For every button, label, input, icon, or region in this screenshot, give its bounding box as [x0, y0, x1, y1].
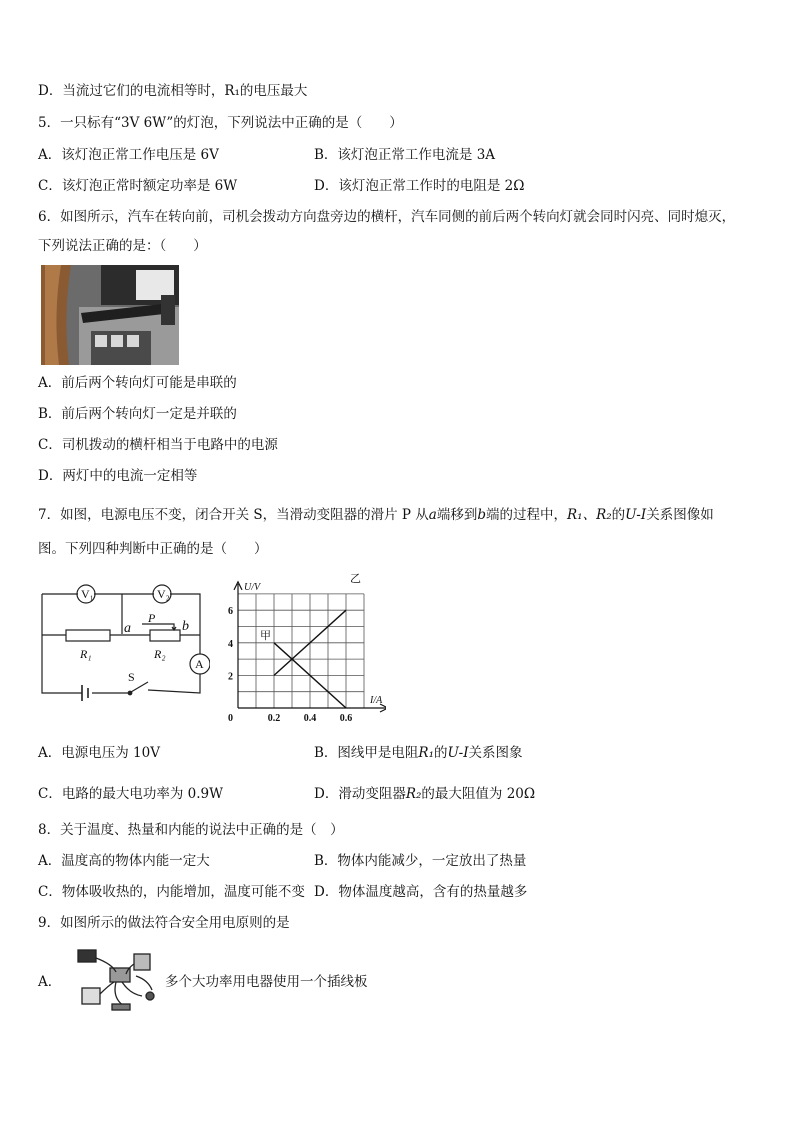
q5-option-d: D．该灯泡正常工作时的电阻是 2Ω: [314, 178, 525, 194]
circuit-diagram: [38, 578, 210, 704]
q7-ui: U-I: [625, 507, 647, 523]
q6-stem-line1: 6．如图所示，汽车在转向前，司机会拨动方向盘旁边的横杆，汽车同侧的前后两个转向灯就会同时闪亮、同时熄灭，: [38, 209, 736, 225]
q8-option-c: C．物体吸收热的，内能增加，温度可能不变: [38, 884, 305, 900]
series-label-yi: 乙: [350, 573, 361, 586]
q7d-text-2: 的最大阻值为 20Ω: [421, 786, 536, 802]
y-axis-label: U/V: [244, 581, 261, 593]
s-label: S: [128, 670, 135, 684]
q7-text-2: 端移到: [436, 507, 478, 523]
ammeter-label: A: [195, 657, 204, 671]
q7b-r1: R₁: [418, 745, 434, 761]
q5-stem: 5．一只标有“3V 6W”的灯泡，下列说法中正确的是（ ）: [38, 115, 403, 131]
q7-stem-line1: [38, 505, 714, 525]
battery: [82, 685, 88, 701]
a-label: a: [124, 621, 131, 636]
resistor-r1: [66, 630, 110, 641]
x-axis-label: I/A: [370, 695, 383, 706]
q7-text-5: 关系图像如: [646, 507, 714, 523]
q5-option-b: B．该灯泡正常工作电流是 3A: [314, 147, 496, 163]
v1-label: V₁: [81, 587, 94, 601]
x-tick-label: 0.6: [339, 713, 353, 722]
q5-option-c: C．该灯泡正常时额定功率是 6W: [38, 178, 238, 194]
q9-stem: 9．如图所示的做法符合安全用电原则的是: [38, 915, 290, 931]
y-tick-label: 2: [228, 671, 233, 683]
origin-label: 0: [228, 713, 233, 722]
q7d-r2: R₂: [405, 786, 422, 802]
q4-option-d: D．当流过它们的电流相等时，R₁的电压最大: [38, 83, 308, 99]
q7-text-3: 端的过程中，: [486, 507, 568, 523]
q7-option-d: [314, 784, 535, 804]
q6-option-b: B．前后两个转向灯一定是并联的: [38, 406, 237, 422]
q7-option-a: A．电源电压为 10V: [38, 745, 160, 761]
q7-option-c: C．电路的最大电功率为 0.9W: [38, 786, 223, 802]
q7-text-1: 7．如图，电源电压不变，闭合开关 S，当滑动变阻器的滑片 P 从: [38, 507, 429, 523]
q7b-text-2: 的: [434, 745, 448, 761]
q8-stem: 8．关于温度、热量和内能的说法中正确的是（ ）: [38, 822, 344, 838]
q5-option-a: A．该灯泡正常工作电压是 6V: [38, 147, 219, 163]
lever-photo-drawing: [41, 265, 179, 365]
y-tick-label: 6: [228, 606, 233, 618]
q7-stem-line2: 图。下列四种判断中正确的是（ ）: [38, 541, 268, 557]
ui-graph: [210, 572, 386, 722]
q9-option-a-label: A．: [38, 974, 62, 990]
circuit-bottom-wire: [42, 594, 200, 693]
q6-option-d: D．两灯中的电流一定相等: [38, 468, 198, 484]
r2-label: R₂: [154, 647, 166, 661]
q7-resistors: R₁、R₂: [567, 507, 612, 523]
q7b-text-1: B．图线甲是电阻: [314, 745, 419, 761]
r1-label: R₁: [80, 647, 92, 661]
v2-label: V₂: [157, 587, 170, 601]
q9-option-a-text: 多个大功率用电器使用一个插线板: [165, 974, 368, 990]
q7-point-b: b: [477, 507, 487, 523]
q7d-text-1: D．滑动变阻器: [314, 786, 406, 802]
q8-option-d: D．物体温度越高，含有的热量越多: [314, 884, 528, 900]
q7b-text-3: 关系图象: [468, 745, 523, 761]
q6-option-a: A．前后两个转向灯可能是串联的: [38, 375, 237, 391]
q8-option-a: A．温度高的物体内能一定大: [38, 853, 210, 869]
resistor-r2: [150, 630, 180, 641]
b-label: b: [182, 619, 189, 634]
q8-option-b: B．物体内能减少，一定放出了热量: [314, 853, 527, 869]
x-tick-label: 0.4: [303, 713, 317, 722]
q7b-ui: U-I: [447, 745, 469, 761]
series-label-jia: 甲: [260, 629, 271, 642]
turn-signal-lever-photo: [41, 265, 179, 365]
q7-option-b: [314, 743, 523, 763]
q6-stem-line2: 下列说法正确的是：（ ）: [38, 238, 207, 254]
q7-point-a: a: [428, 507, 437, 523]
y-tick-label: 4: [228, 638, 233, 650]
circuit-top-wire: [42, 594, 200, 654]
q6-option-c: C．司机拨动的横杆相当于电路中的电源: [38, 437, 278, 453]
x-tick-label: 0.2: [267, 713, 281, 722]
p-label: P: [148, 611, 156, 625]
power-strip-clipart: [72, 946, 160, 1016]
q7-text-4: 的: [611, 507, 626, 523]
